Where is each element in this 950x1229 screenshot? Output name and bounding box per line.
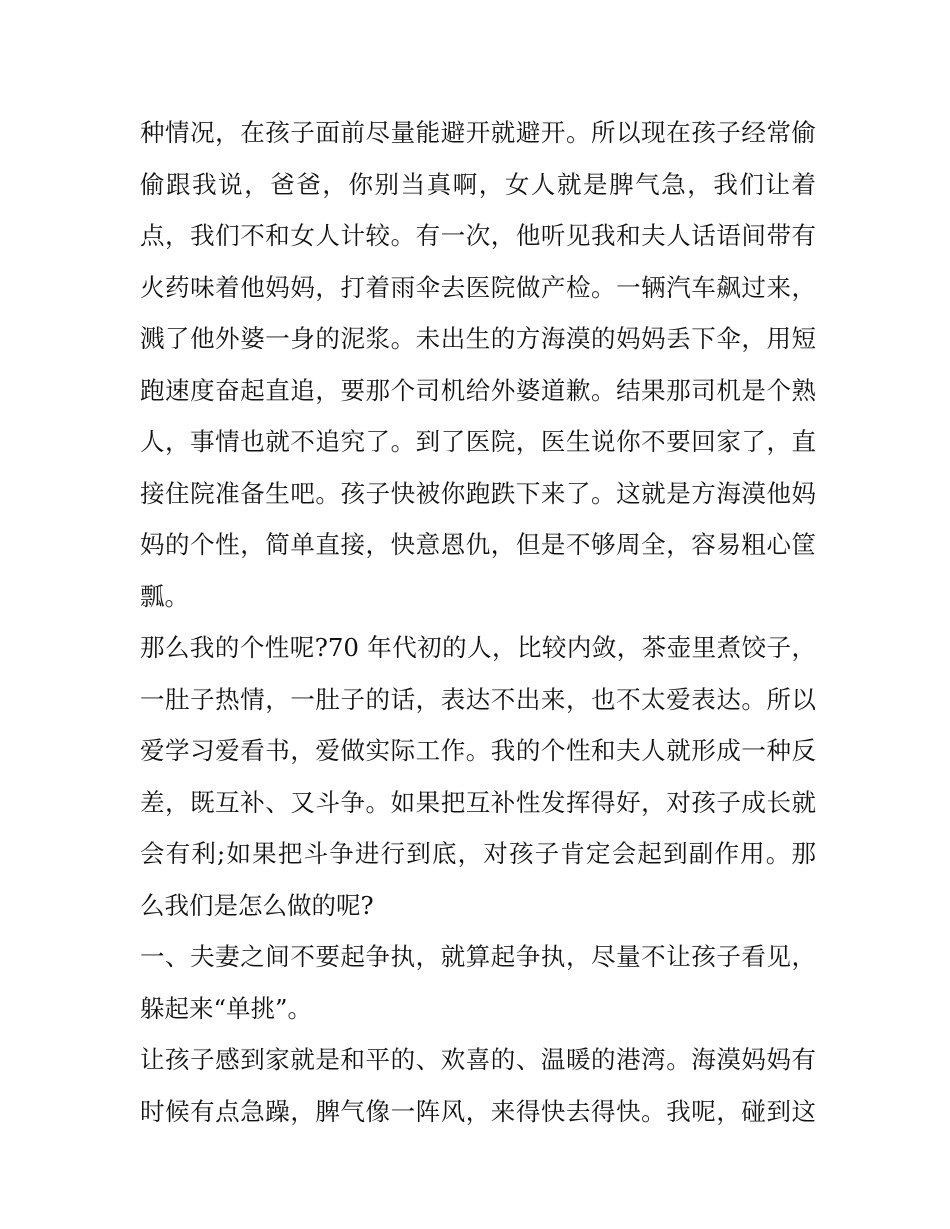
text-line: 时候有点急躁，脾气像一阵风，来得快去得快。我呢，碰到这	[140, 1096, 816, 1126]
text-line: 么我们是怎么做的呢?	[140, 890, 374, 920]
text-line: 偷跟我说，爸爸，你别当真啊，女人就是脾气急，我们让着	[140, 169, 816, 199]
text-line: 一、夫妻之间不要起争执，就算起争执，尽量不让孩子看见，	[140, 942, 816, 971]
text-line: 溅了他外婆一身的泥浆。未出生的方海漠的妈妈丢下伞，用短	[140, 324, 816, 353]
text-line: 那么我的个性呢?70 年代初的人，比较内敛，茶壶里煮饺子，	[140, 633, 816, 662]
text-line: 人，事情也就不追究了。到了医院，医生说你不要回家了，直	[140, 427, 816, 456]
text-line: 爱学习爱看书，爱做实际工作。我的个性和夫人就形成一种反	[140, 736, 816, 765]
text-line: 跑速度奋起直追，要那个司机给外婆道歉。结果那司机是个熟	[140, 375, 816, 405]
text-line: 瓢。	[140, 581, 189, 611]
text-line: 火药味着他妈妈，打着雨伞去医院做产检。一辆汽车飙过来，	[140, 272, 816, 302]
text-line: 躲起来“单挑”。	[140, 993, 313, 1023]
body-text	[140, 107, 816, 1137]
text-line: 种情况，在孩子面前尽量能避开就避开。所以现在孩子经常偷	[140, 118, 816, 147]
text-line: 一肚子热情，一肚子的话，表达不出来，也不太爱表达。所以	[140, 684, 816, 714]
text-line: 会有利;如果把斗争进行到底，对孩子肯定会起到副作用。那	[140, 839, 816, 868]
text-line: 让孩子感到家就是和平的、欢喜的、温暖的港湾。海漠妈妈有	[140, 1045, 816, 1074]
text-line: 妈的个性，简单直接，快意恩仇，但是不够周全，容易粗心筐	[140, 530, 816, 559]
text-line: 点，我们不和女人计较。有一次，他听见我和夫人话语间带有	[140, 221, 816, 250]
text-line: 差，既互补、又斗争。如果把互补性发挥得好，对孩子成长就	[140, 787, 816, 817]
text-line: 接住院准备生吧。孩子快被你跑跌下来了。这就是方海漠他妈	[140, 478, 816, 508]
